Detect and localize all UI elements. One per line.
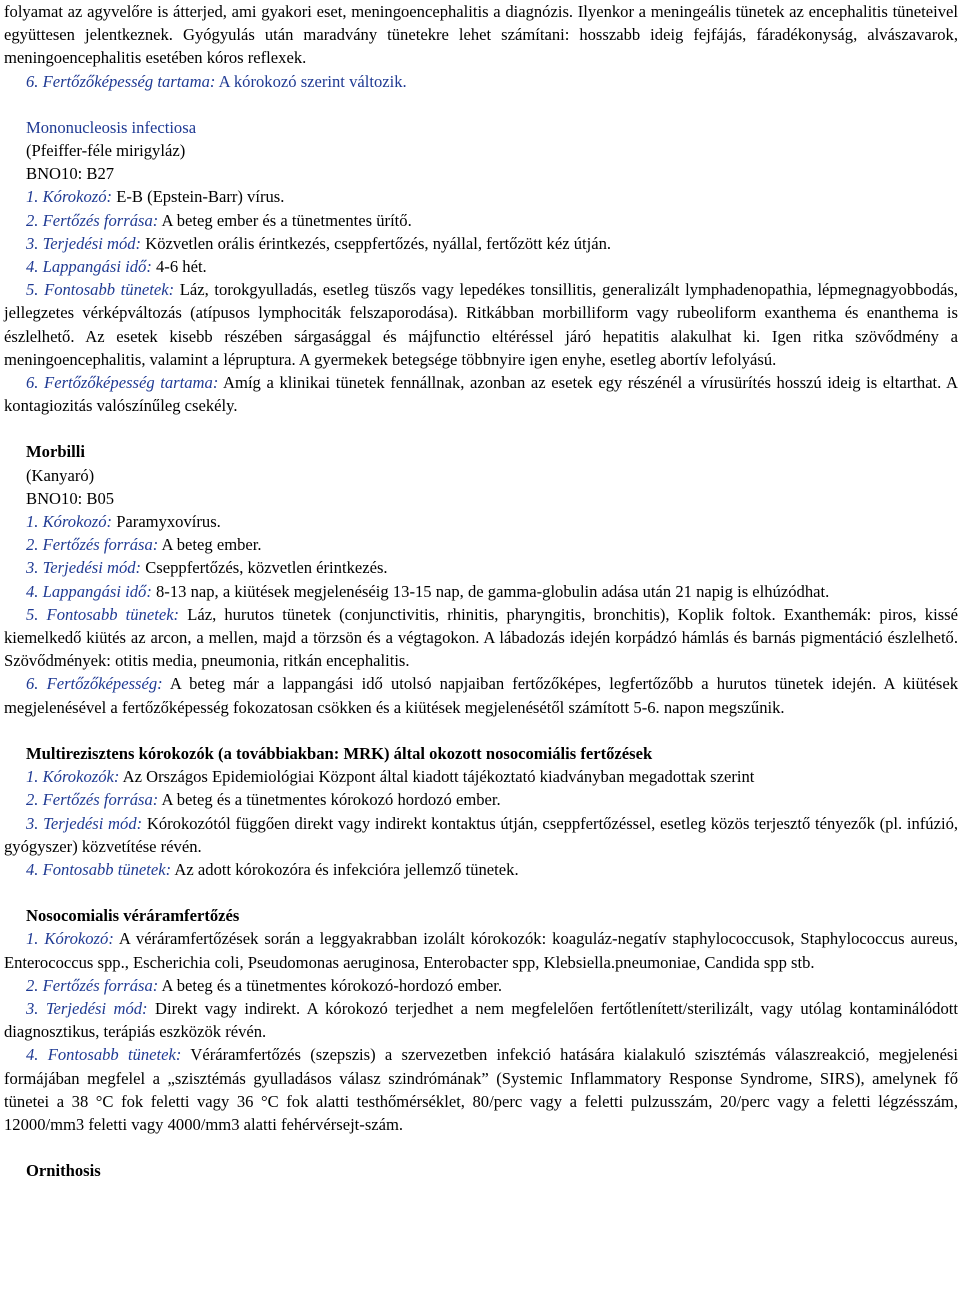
section-title-mononucleosis (4, 116, 958, 139)
item-label: 1. Kórokozó: (26, 512, 113, 532)
item-text: E-B (Epstein-Barr) vírus. (112, 187, 285, 207)
item-text: Közvetlen orális érintkezés, cseppfertőzés, nyállal, fertőzött kéz útján. (141, 233, 612, 253)
item-text: Direkt vagy indirekt. A kórokozó terjedhet a nem megfelelően fertőtlenített/sterilizált, vagy utólag kontaminálódott diagnosztikus, terápiás eszközök révén. (4, 998, 958, 1042)
section-title: Nosocomialis véráramfertőzés (26, 906, 240, 926)
item-label: 5. Fontosabb tünetek: (26, 280, 175, 300)
item-text: 8-13 nap, a kiütések megjelenéséig 13-15 nap, de gamma-globulin adása után 21 napig is elhúzódhat. (151, 581, 830, 601)
morb-item-3 (4, 556, 958, 579)
morb-item-6 (4, 672, 958, 718)
section-subtitle (4, 139, 958, 162)
item-text: Paramyxovírus. (112, 512, 221, 532)
item-text: Az adott kórokozóra és infekcióra jellemző tünetek. (171, 859, 519, 879)
mrk-item-3 (4, 812, 958, 858)
item-text: A véráramfertőzések során a leggyakrabban izolált kórokozók: koaguláz-negatív staphylococcusok, Staphylococcus aureus, Enterococcus spp., Escherichia coli, Pseudomonas aeruginosa, Enterobacter spp, Klebsiella.pneumoniae, Candida spp stb. (4, 929, 958, 972)
mono-item-3 (4, 232, 958, 255)
item-label: 4. Fontosabb tünetek: (26, 1045, 182, 1065)
intro-paragraph (4, 0, 958, 70)
noso-item-2 (4, 974, 958, 997)
item-text: Láz, hurutos tünetek (conjunctivitis, rhinitis, pharyngitis, bronchitis), Koplik foltok. Exanthemák: piros, kissé kiemelkedő kiütés az arcon, a mellen, majd a törzsön és a végtagokon. A lábadozás idején korpádzó hámlás és barnás pigmentáció észlelhető. Szövődmények: otitis media, pneumonia, ritkán encephalitis. (4, 604, 958, 671)
item-label: 3. Terjedési mód: (26, 998, 148, 1018)
subtitle-text: (Kanyaró) (26, 465, 95, 485)
item-label: 3. Terjedési mód: (26, 813, 143, 833)
item-text: A beteg már a lappangási idő utolsó napjaiban fertőzőképes, legfertőzőbb a hurutos tünetek idején. A kiütések megjelenésével a fertőzőképesség fokozatosan csökken és a kiütések megjelenésétől számított 5-6. napon megszűnik. (4, 674, 958, 717)
mrk-item-1 (4, 765, 958, 788)
item-label: 3. Terjedési mód: (26, 233, 142, 253)
item-text: A beteg és a tünetmentes kórokozó-hordozó ember. (158, 975, 503, 995)
intro-item-6 (4, 70, 958, 93)
noso-item-4 (4, 1043, 958, 1136)
intro-text: folyamat az agyvelőre is átterjed, ami gyakori eset, meningoencephalitis a diagnózis. Ilyenkor a meningeális tünetek az encephalitis tüneteivel együttesen jelentkeznek. Gyógyulás után maradvány tünetekre lehet számítani: hosszabb ideig fejfájás, fáradékonyság, alvászavarok, meningoencephalitis esetében kóros reflexek. (4, 2, 958, 68)
item-text: Amíg a klinikai tünetek fennállnak, azonban az esetek egy részénél a vírusürítés hosszú ideig is eltarthat. A kontagiozitás valószínűleg csekély. (4, 373, 958, 416)
item-text: 4-6 hét. (151, 257, 207, 277)
item-text: A kórokozó szerint változik. (215, 71, 407, 91)
mono-item-4 (4, 255, 958, 278)
item-label: 2. Fertőzés forrása: (26, 790, 159, 810)
mono-item-6 (4, 371, 958, 417)
item-text: Kórokozótól függően direkt vagy indirekt kontaktus útján, cseppfertőzéssel, esetleg közös terjesztő tényezők (pl. infúzió, gyógyszer) közvetítése révén. (4, 813, 959, 856)
section-title-nosocomialis (4, 904, 958, 927)
item-label: 1. Kórokozó: (26, 929, 114, 949)
bno-text: BNO10: B05 (26, 488, 115, 508)
morb-item-2 (4, 533, 958, 556)
bno-code (4, 162, 958, 185)
mono-item-2 (4, 209, 958, 232)
mono-item-1 (4, 185, 958, 208)
item-label: 4. Lappangási idő: (26, 581, 152, 601)
item-text: Cseppfertőzés, közvetlen érintkezés. (141, 558, 388, 578)
item-text: Az Országos Epidemiológiai Központ által kiadott tájékoztató kiadványban megadottak szerint (119, 767, 755, 787)
item-label: 6. Fertőzőképesség tartama: (26, 373, 219, 393)
document-page (4, 0, 958, 1182)
section-title-ornithosis (4, 1159, 958, 1182)
section-title: Morbilli (26, 442, 85, 462)
item-label: 6. Fertőzőképesség: (26, 674, 163, 694)
item-label: 3. Terjedési mód: (26, 558, 142, 578)
bno-code (4, 487, 958, 510)
morb-item-1 (4, 510, 958, 533)
item-label: 4. Fontosabb tünetek: (26, 859, 172, 879)
mrk-item-2 (4, 788, 958, 811)
subtitle-text: (Pfeiffer-féle mirigyláz) (26, 141, 186, 161)
item-label: 2. Fertőzés forrása: (26, 975, 159, 995)
item-label: 2. Fertőzés forrása: (26, 210, 159, 230)
section-title-morbilli (4, 440, 958, 463)
section-subtitle (4, 464, 958, 487)
section-title: Mononucleosis infectiosa (26, 117, 197, 137)
item-text: A beteg ember. (158, 535, 262, 555)
item-label: 4. Lappangási idő: (26, 257, 152, 277)
item-label: 6. Fertőzőképesség tartama: (26, 71, 216, 91)
section-title: Multirezisztens kórokozók (a továbbiakban: MRK) által okozott nosocomiális fertőzések (26, 743, 653, 763)
item-label: 1. Kórokozó: (26, 187, 113, 207)
item-text: Véráramfertőzés (szepszis) a szervezetben infekció hatására kialakuló szisztémás válaszreakció, megjelenési formájában megfelel a „szisztémás gyulladásos válasz szindrómának” (Systemic Inflammatory Response Syndrome, SIRS), amelynek fő tünetei a 38 °C fok feletti vagy 36 °C fok alatti testhőmérséklet, 80/perc vagy a feletti pulzusszám, 20/perc vagy a feletti légzésszám, 12000/mm3 feletti vagy 4000/mm3 alatti fehérvérsejt-szám. (4, 1045, 958, 1134)
noso-item-3 (4, 997, 958, 1043)
morb-item-5 (4, 603, 958, 673)
item-text: A beteg ember és a tünetmentes ürítő. (158, 210, 412, 230)
item-label: 1. Kórokozók: (26, 767, 120, 787)
section-title: Ornithosis (26, 1161, 101, 1181)
mono-item-5 (4, 278, 958, 371)
item-text: A beteg és a tünetmentes kórokozó hordozó ember. (158, 790, 501, 810)
bno-text: BNO10: B27 (26, 164, 115, 184)
item-text: Láz, torokgyulladás, esetleg tüszős vagy lepedékes tonsillitis, generalizált lymphadenopathia, lépmegnagyobbodás, jellegzetes vérképváltozás (atípusos lymphociták felszaporodása). Ritkábban morbilliform vagy rubeoliform exanthema és enanthema is észlelhető. Az esetek kisebb részében sárgasággal és májfunctio eltéréssel járó hepatitis alakulhat ki. Igen ritka szövődmény a meningoencephalitis, valamint a lépruptura. A gyermekek betegsége többnyire igen enyhe, esetleg abortív lefolyású. (4, 280, 958, 369)
noso-item-1 (4, 927, 958, 973)
mrk-item-4 (4, 858, 958, 881)
item-label: 2. Fertőzés forrása: (26, 535, 159, 555)
section-title-mrk (4, 742, 958, 765)
morb-item-4 (4, 580, 958, 603)
item-label: 5. Fontosabb tünetek: (26, 604, 180, 624)
